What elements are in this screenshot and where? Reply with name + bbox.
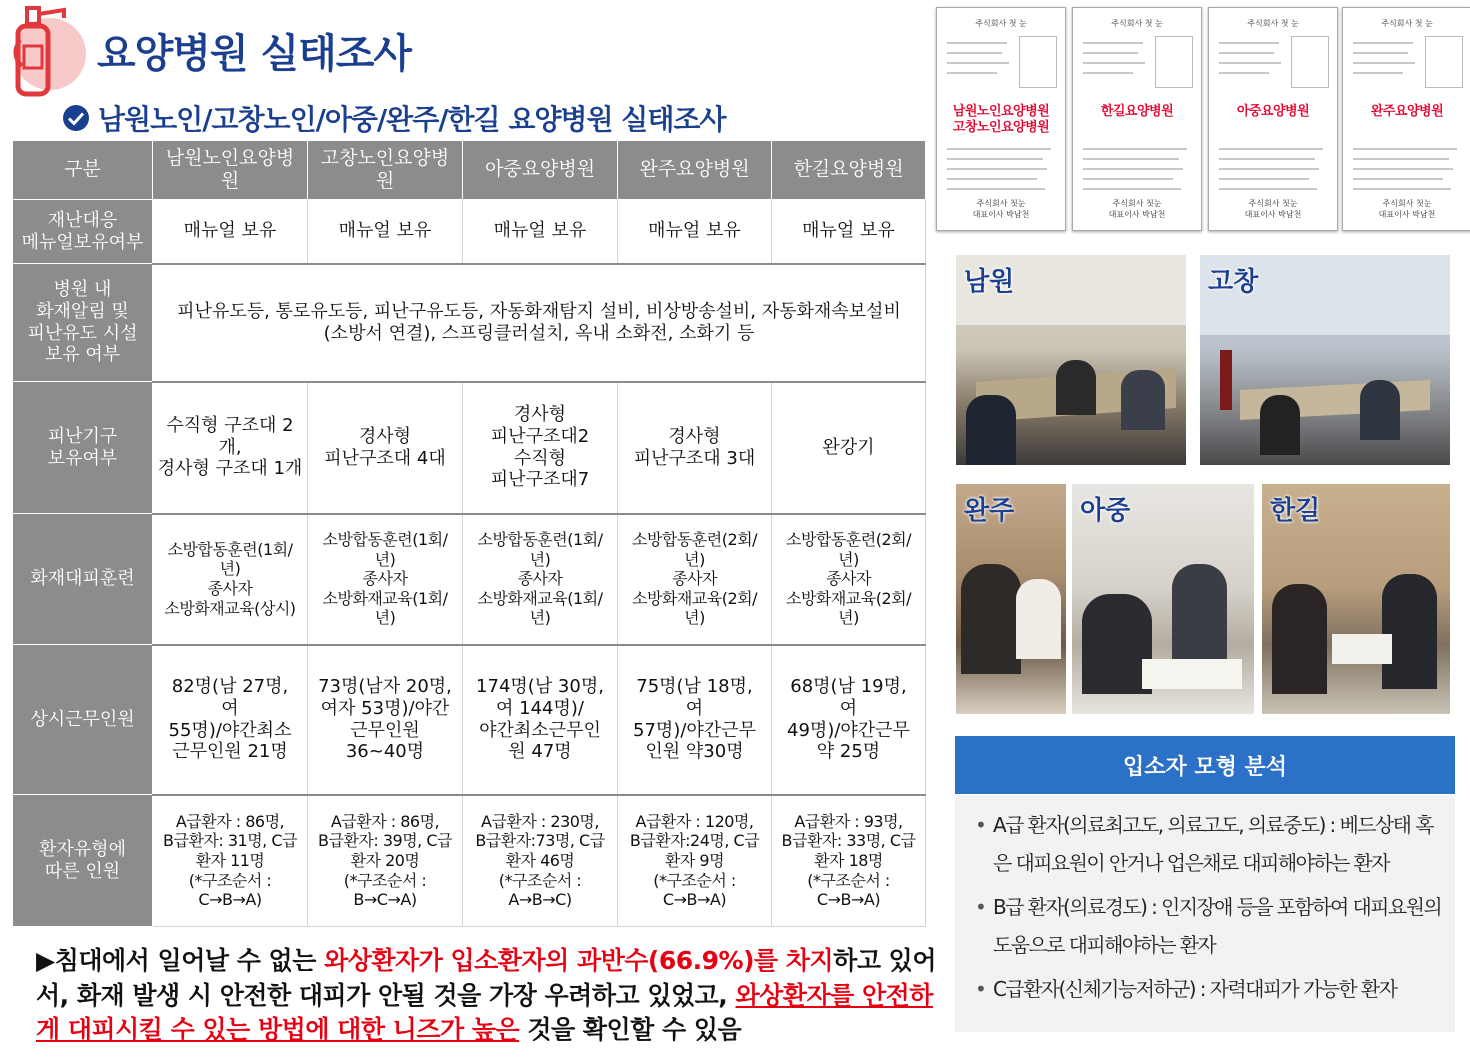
table-cell: 75명(남 18명, 여 57명)/야간근무 인원 약30명 xyxy=(618,645,772,795)
table-cell: 소방합동훈련(1회/ 년) 종사자 소방화재교육(1회/ 년) xyxy=(463,514,618,645)
analysis-item-text: C급환자(신체기능저하군) : 자력대피가 가능한 환자 xyxy=(993,977,1397,1001)
survey-document xyxy=(936,7,1066,231)
analysis-item-text: A급 환자(의료최고도, 의료고도, 의료중도) : 베드상태 혹은 대피요원이 안거나 업은채로 대피해야하는 환자 xyxy=(993,813,1433,875)
document-approval-box xyxy=(1155,36,1193,88)
table-cell: 매뉴얼 보유 xyxy=(153,200,308,264)
document-header: 주식회사 첫 눈 xyxy=(1247,19,1299,28)
analysis-panel-title: 입소자 모형 분석 xyxy=(955,736,1455,794)
row-header: 재난대응 메뉴얼보유여부 xyxy=(13,200,153,264)
photo-label: 아중 xyxy=(1080,496,1131,526)
table-cell: 82명(남 27명, 여 55명)/야간최소 근무인원 21명 xyxy=(153,645,308,795)
column-header: 고창노인요양병원 xyxy=(308,141,463,200)
survey-document xyxy=(1208,7,1338,231)
bullet-icon: • xyxy=(975,977,986,1001)
table-cell: 소방합동훈련(1회/ 년) 종사자 소방화재교육(1회/ 년) xyxy=(308,514,463,645)
table-cell: 경사형 피난구조대 4대 xyxy=(308,382,463,514)
page-title: 요양병원 실태조사 xyxy=(97,31,412,77)
table-row xyxy=(13,200,926,264)
analysis-item xyxy=(975,970,1445,1008)
table-row xyxy=(13,264,926,382)
bullet-icon: • xyxy=(975,895,986,919)
column-header: 완주요양병원 xyxy=(618,141,772,200)
note-highlight-underlined: 와상환자를 안전하게 대피시킬 수 있는 방법에 대한 니즈가 높은 xyxy=(36,980,933,1044)
meeting-photo-wanju xyxy=(956,484,1066,714)
subtitle-text: 남원노인/고창노인/아중/완주/한길 요양병원 실태조사 xyxy=(98,103,726,136)
analysis-item xyxy=(975,888,1445,964)
note-highlight: 와상환자가 입소환자의 과반수(66.9%)를 차지 xyxy=(324,946,834,975)
document-approval-box xyxy=(1019,36,1057,88)
column-header: 한길요양병원 xyxy=(772,141,926,200)
table-cell-merged: 피난유도등, 통로유도등, 피난구유도등, 자동화재탐지 설비, 비상방송설비, 자동화재속보설비(소방서 연결), 스프링클러설치, 옥내 소화전, 소화기 등 xyxy=(153,264,926,382)
column-header: 구분 xyxy=(13,141,153,200)
table-cell: 소방합동훈련(2회/ 년) 종사자 소방화재교육(2회/ 년) xyxy=(772,514,926,645)
document-signature: 주식회사 첫눈 대표이사 박남천 xyxy=(1378,199,1436,219)
table-cell: 매뉴얼 보유 xyxy=(463,200,618,264)
meeting-photo-namwon xyxy=(956,255,1186,465)
survey-document xyxy=(1342,7,1470,231)
check-circle-icon xyxy=(62,104,90,132)
row-header: 화재대피훈련 xyxy=(13,514,153,645)
survey-document xyxy=(1072,7,1202,231)
document-header: 주식회사 첫 눈 xyxy=(1111,19,1163,28)
arrow-icon: ▶ xyxy=(36,946,55,975)
table-cell: 수직형 구조대 2개, 경사형 구조대 1개 xyxy=(153,382,308,514)
analysis-item-text: B급 환자(의료경도) : 인지장애 등을 포함하여 대피요원의 도움으로 대피해야하는 환자 xyxy=(993,895,1442,957)
row-header: 환자유형에 따른 인원 xyxy=(13,795,153,927)
page-subtitle xyxy=(62,98,725,138)
meeting-photo-hangil xyxy=(1262,484,1450,714)
table-cell: A급환자 : 230명, B급환자:73명, C급 환자 46명 (*구조순서 : A→B→C) xyxy=(463,795,618,927)
document-signature: 주식회사 첫눈 대표이사 박남천 xyxy=(1244,199,1302,219)
table-cell: 68명(남 19명, 여 49명)/야간근무 약 25명 xyxy=(772,645,926,795)
photo-label: 완주 xyxy=(964,496,1015,526)
table-row xyxy=(13,795,926,927)
document-approval-box xyxy=(1425,36,1463,88)
table-row xyxy=(13,645,926,795)
document-approval-box xyxy=(1291,36,1329,88)
document-stamp: 아중요양병원 xyxy=(1236,104,1310,119)
table-row xyxy=(13,514,926,645)
table-cell: 매뉴얼 보유 xyxy=(772,200,926,264)
document-stamp: 완주요양병원 xyxy=(1370,104,1444,119)
table-cell: 73명(남자 20명, 여자 53명)/야간 근무인원 36~40명 xyxy=(308,645,463,795)
note-text: 것을 확인할 수 있음 xyxy=(519,1015,742,1044)
note-text: 하고 있어서, 화재 발생 시 안전한 대피가 안될 것을 가장 우려하고 있었고, xyxy=(36,946,936,1010)
document-header: 주식회사 첫 눈 xyxy=(1381,19,1433,28)
meeting-photo-gochang xyxy=(1200,255,1450,465)
conclusion-note xyxy=(36,944,951,1048)
survey-table xyxy=(12,140,926,927)
document-header: 주식회사 첫 눈 xyxy=(975,19,1027,28)
table-header-row xyxy=(13,141,926,200)
column-header: 아중요양병원 xyxy=(463,141,618,200)
photo-label: 남원 xyxy=(964,267,1015,297)
photo-label: 고창 xyxy=(1208,267,1259,297)
document-stamp: 한길요양병원 xyxy=(1100,104,1174,119)
note-text: 침대에서 일어날 수 없는 xyxy=(54,946,325,975)
table-row xyxy=(13,382,926,514)
table-cell: A급환자 : 93명, B급환자: 33명, C급 환자 18명 (*구조순서 : C→B→A) xyxy=(772,795,926,927)
row-header: 피난기구 보유여부 xyxy=(13,382,153,514)
table-cell: A급환자 : 120명, B급환자:24명, C급 환자 9명 (*구조순서 : C→B→A) xyxy=(618,795,772,927)
column-header: 남원노인요양병원 xyxy=(153,141,308,200)
document-stamp: 남원노인요양병원 고창노인요양병원 xyxy=(952,104,1050,136)
meeting-photo-ajung xyxy=(1072,484,1254,714)
fire-extinguisher-icon xyxy=(6,0,94,100)
table-cell: 경사형 피난구조대 3대 xyxy=(618,382,772,514)
row-header: 병원 내 화재알림 및 피난유도 시설 보유 여부 xyxy=(13,264,153,382)
table-cell: 경사형 피난구조대2 수직형 피난구조대7 xyxy=(463,382,618,514)
document-signature: 주식회사 첫눈 대표이사 박남천 xyxy=(1108,199,1166,219)
table-cell: A급환자 : 86명, B급환자: 31명, C급 환자 11명 (*구조순서 : C→B→A) xyxy=(153,795,308,927)
document-signature: 주식회사 첫눈 대표이사 박남천 xyxy=(972,199,1030,219)
table-cell: A급환자 : 86명, B급환자: 39명, C급 환자 20명 (*구조순서 : B→C→A) xyxy=(308,795,463,927)
table-cell: 소방합동훈련(1회/ 년) 종사자 소방화재교육(상시) xyxy=(153,514,308,645)
row-header: 상시근무인원 xyxy=(13,645,153,795)
table-cell: 174명(남 30명, 여 144명)/ 야간최소근무인 원 47명 xyxy=(463,645,618,795)
table-cell: 완강기 xyxy=(772,382,926,514)
table-cell: 매뉴얼 보유 xyxy=(618,200,772,264)
analysis-item xyxy=(975,806,1445,882)
photo-label: 한길 xyxy=(1270,496,1321,526)
table-cell: 매뉴얼 보유 xyxy=(308,200,463,264)
table-cell: 소방합동훈련(2회/ 년) 종사자 소방화재교육(2회/ 년) xyxy=(618,514,772,645)
bullet-icon: • xyxy=(975,813,986,837)
